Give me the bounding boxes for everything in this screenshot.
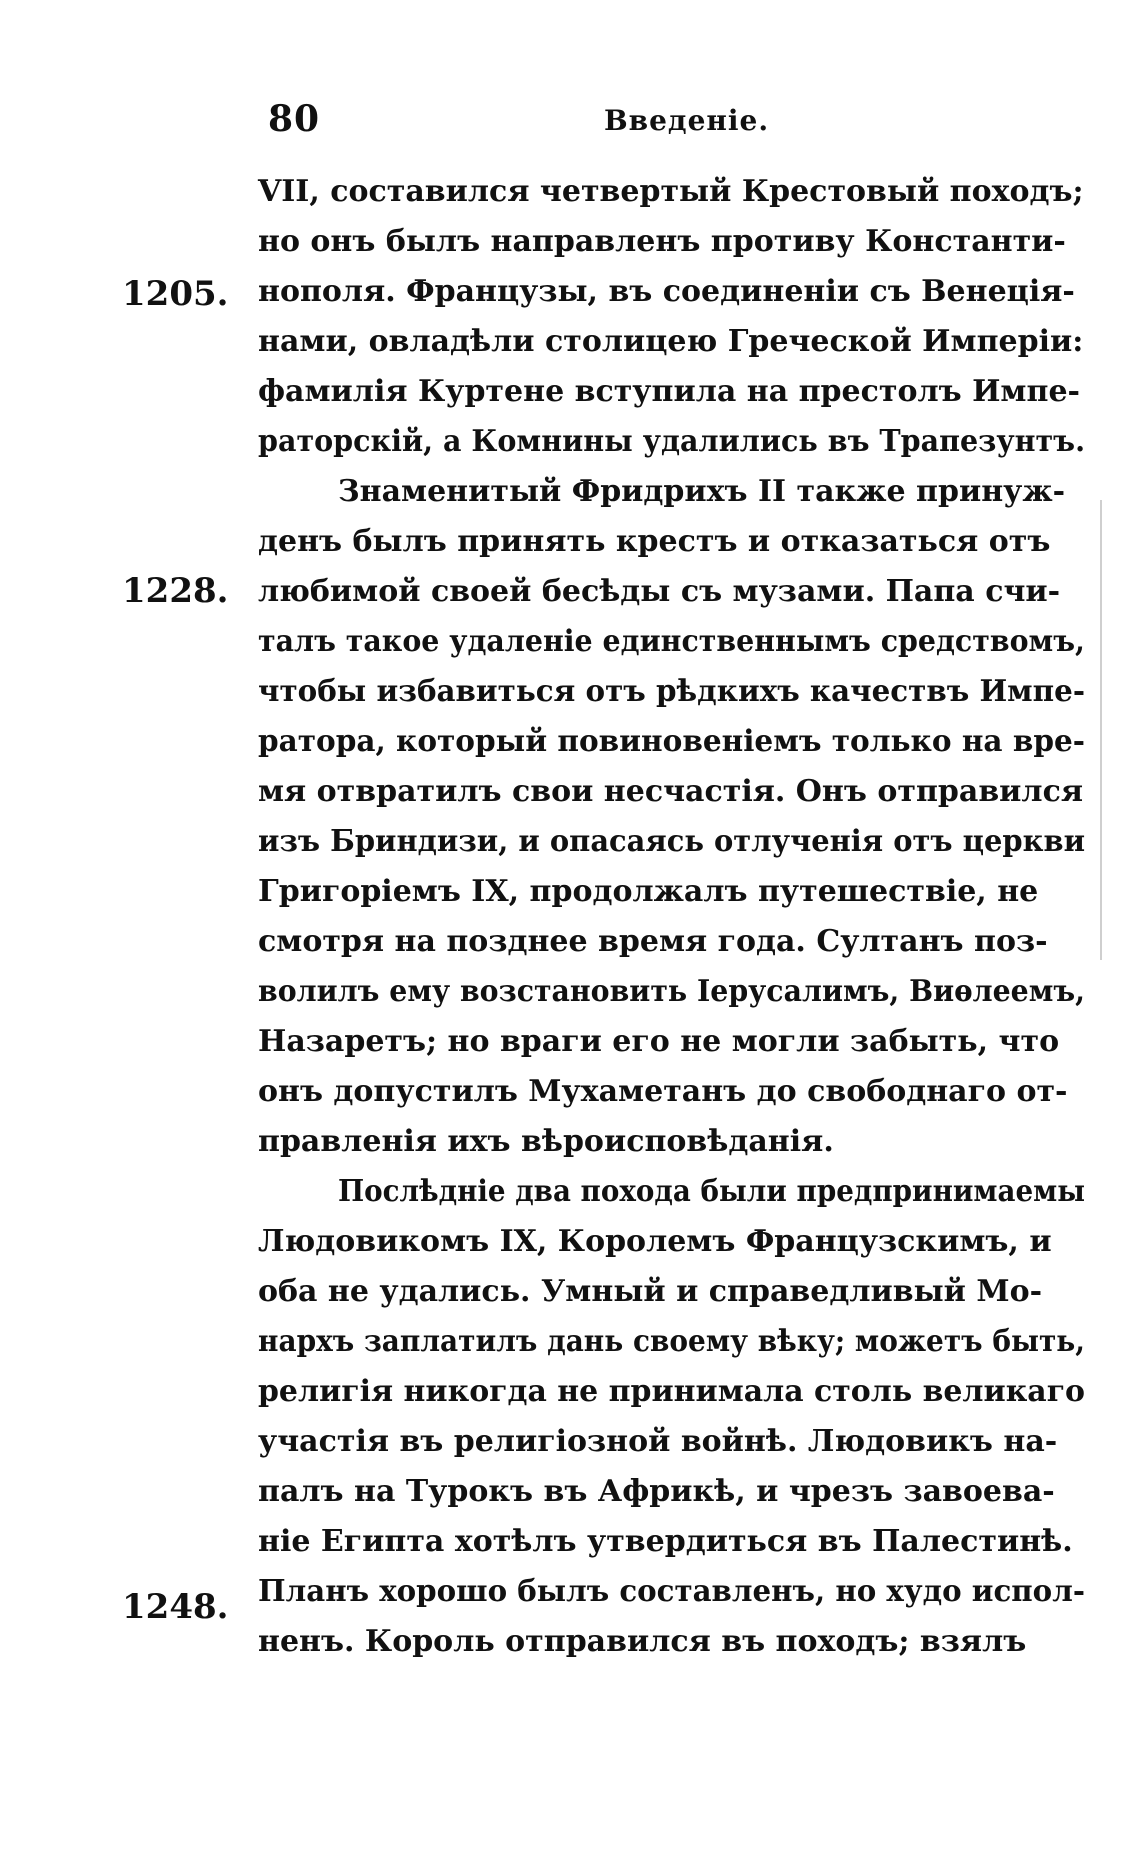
scan-edge-rule [1100,500,1102,960]
text-line: Планъ хорошо былъ составленъ, но худо испол- [258,1574,1085,1609]
text-line: нополя. Французы, въ соединеніи съ Венеція- [258,274,1075,309]
text-line: нархъ заплатилъ дань своему вѣку; можетъ быть, [258,1324,1085,1359]
margin-year-1205: 1205. [122,274,229,314]
text-line: Знаменитый Фридрихъ II также принуж- [338,474,1066,509]
text-line: оба не удались. Умный и справедливый Мо- [258,1274,1043,1309]
text-line: раторскій, а Комнины удалились въ Трапезунтъ. [258,424,1086,459]
text-line: правленія ихъ вѣроисповѣданія. [258,1124,834,1159]
text-line: смотря на позднее время года. Султанъ поз- [258,924,1048,959]
text-line: мя отвратилъ свои несчастія. Онъ отправился [258,774,1083,809]
text-line: волилъ ему возстановить Іерусалимъ, Виѳлеемъ, [258,974,1085,1009]
text-line: изъ Бриндизи, и опасаясь отлученія отъ церкви [258,824,1086,859]
text-line: ратора, который повиновеніемъ только на вре- [258,724,1085,759]
text-line: Назаретъ; но враги его не могли забыть, что [258,1024,1060,1059]
text-line: любимой своей бесѣды съ музами. Папа счи- [258,574,1061,609]
text-line: нами, овладѣли столицею Греческой Имперіи: [258,324,1084,359]
text-line: онъ допустилъ Мухаметанъ до свободнаго от- [258,1074,1068,1109]
text-line: талъ такое удаленіе единственнымъ средствомъ, [258,624,1085,659]
text-line: палъ на Турокъ въ Африкѣ, и чрезъ завоева- [258,1474,1055,1509]
page-number: 80 [268,98,321,140]
text-line: Григоріемъ IX, продолжалъ путешествіе, не [258,874,1039,909]
text-line: религія никогда не принимала столь великаго [258,1374,1086,1409]
margin-year-1248: 1248. [122,1587,229,1627]
text-line: участія въ религіозной войнѣ. Людовикъ на- [258,1424,1058,1459]
text-line: чтобы избавиться отъ рѣдкихъ качествъ Импе- [258,674,1086,709]
text-line: ніе Египта хотѣлъ утвердиться въ Палестинѣ. [258,1524,1073,1559]
running-head: Введеніе. [604,104,770,137]
text-line: VII, составился четвертый Крестовый походъ; [258,174,1084,209]
text-line: но онъ былъ направленъ противу Константи- [258,224,1066,259]
text-line: Людовикомъ IX, Королемъ Французскимъ, и [258,1224,1052,1259]
text-line: ненъ. Король отправился въ походъ; взялъ [258,1624,1027,1659]
text-line: денъ былъ принять крестъ и отказаться отъ [258,524,1051,559]
margin-year-1228: 1228. [122,571,229,611]
text-line: Послѣдніе два похода были предпринимаемы [338,1174,1085,1209]
text-line: фамилія Куртене вступила на престолъ Импе- [258,374,1080,409]
